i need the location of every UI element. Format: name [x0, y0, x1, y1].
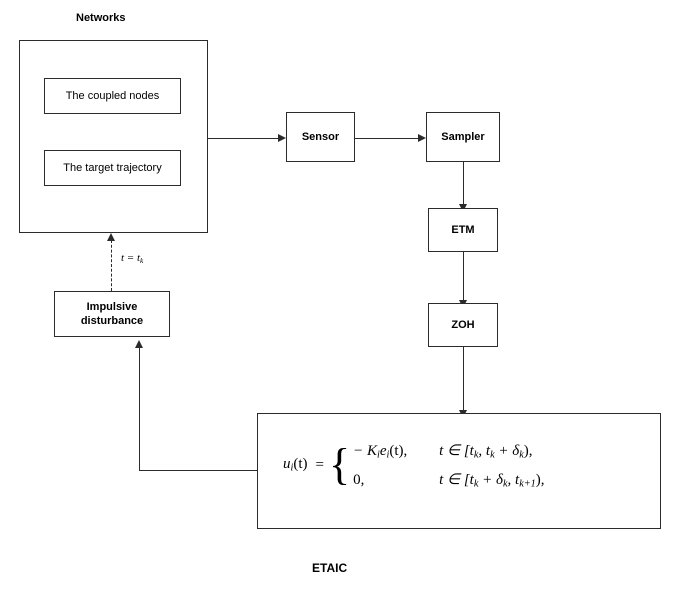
equation-case-1-condition: t ∈ [$t_k$, $t_k + \delta_k$), — [439, 443, 533, 461]
connector-networks-to-sensor — [208, 138, 279, 139]
block-sensor-label: Sensor — [301, 130, 340, 143]
equation-brace: { — [328, 440, 351, 490]
block-sampler[interactable] — [426, 112, 500, 162]
connector-sampler-to-etm — [463, 162, 464, 206]
block-zoh[interactable] — [428, 303, 498, 347]
equation-equals: = — [315, 456, 324, 473]
arrow-up-icon — [135, 340, 143, 348]
block-sensor[interactable] — [286, 112, 355, 162]
connector-zoh-to-controller — [463, 347, 464, 413]
block-impulsive-disturbance[interactable] — [54, 291, 170, 337]
equation-case-2-value: 0, — [353, 471, 365, 488]
connector-sensor-to-sampler — [355, 138, 419, 139]
equation-case-2 — [353, 470, 544, 490]
block-coupled-nodes[interactable] — [44, 78, 181, 114]
arrow-right-icon — [418, 134, 426, 142]
connector-etm-to-zoh — [463, 252, 464, 302]
block-coupled-nodes-label: The coupled nodes — [65, 89, 160, 102]
connector-controller-to-disturbance-vertical — [139, 345, 140, 470]
dashed-connector-label: $t = t_k$ — [121, 252, 144, 265]
controller-equation — [283, 441, 544, 489]
arrow-right-icon — [278, 134, 286, 142]
networks-container — [19, 40, 208, 233]
diagram-caption: ETAIC — [312, 561, 348, 575]
equation-case-1-value: − $K_ie_i(t)$, — [353, 443, 408, 461]
equation-cases — [353, 441, 544, 489]
equation-case-2-condition: t ∈ [$t_k + \delta_k$, $t_{k+1}$), — [439, 471, 545, 490]
disturbance-label-line2: disturbance — [80, 315, 144, 327]
disturbance-label-line1: Impulsive — [86, 300, 138, 313]
equation-lhs: $u_i(t)$ — [283, 456, 308, 474]
connector-controller-to-disturbance-horizontal — [139, 470, 257, 471]
block-target-trajectory[interactable] — [44, 150, 181, 186]
block-impulsive-disturbance-label — [81, 300, 143, 329]
block-target-trajectory-label: The target trajectory — [63, 161, 162, 174]
connector-disturbance-to-networks-dashed — [111, 240, 112, 291]
equation-case-1 — [353, 441, 544, 461]
block-etm-label: ETM — [451, 223, 475, 236]
block-zoh-label: ZOH — [451, 318, 475, 331]
arrow-up-icon — [107, 233, 115, 241]
block-etm[interactable] — [428, 208, 498, 252]
block-sampler-label: Sampler — [441, 130, 485, 143]
page-title: Networks — [76, 12, 126, 24]
